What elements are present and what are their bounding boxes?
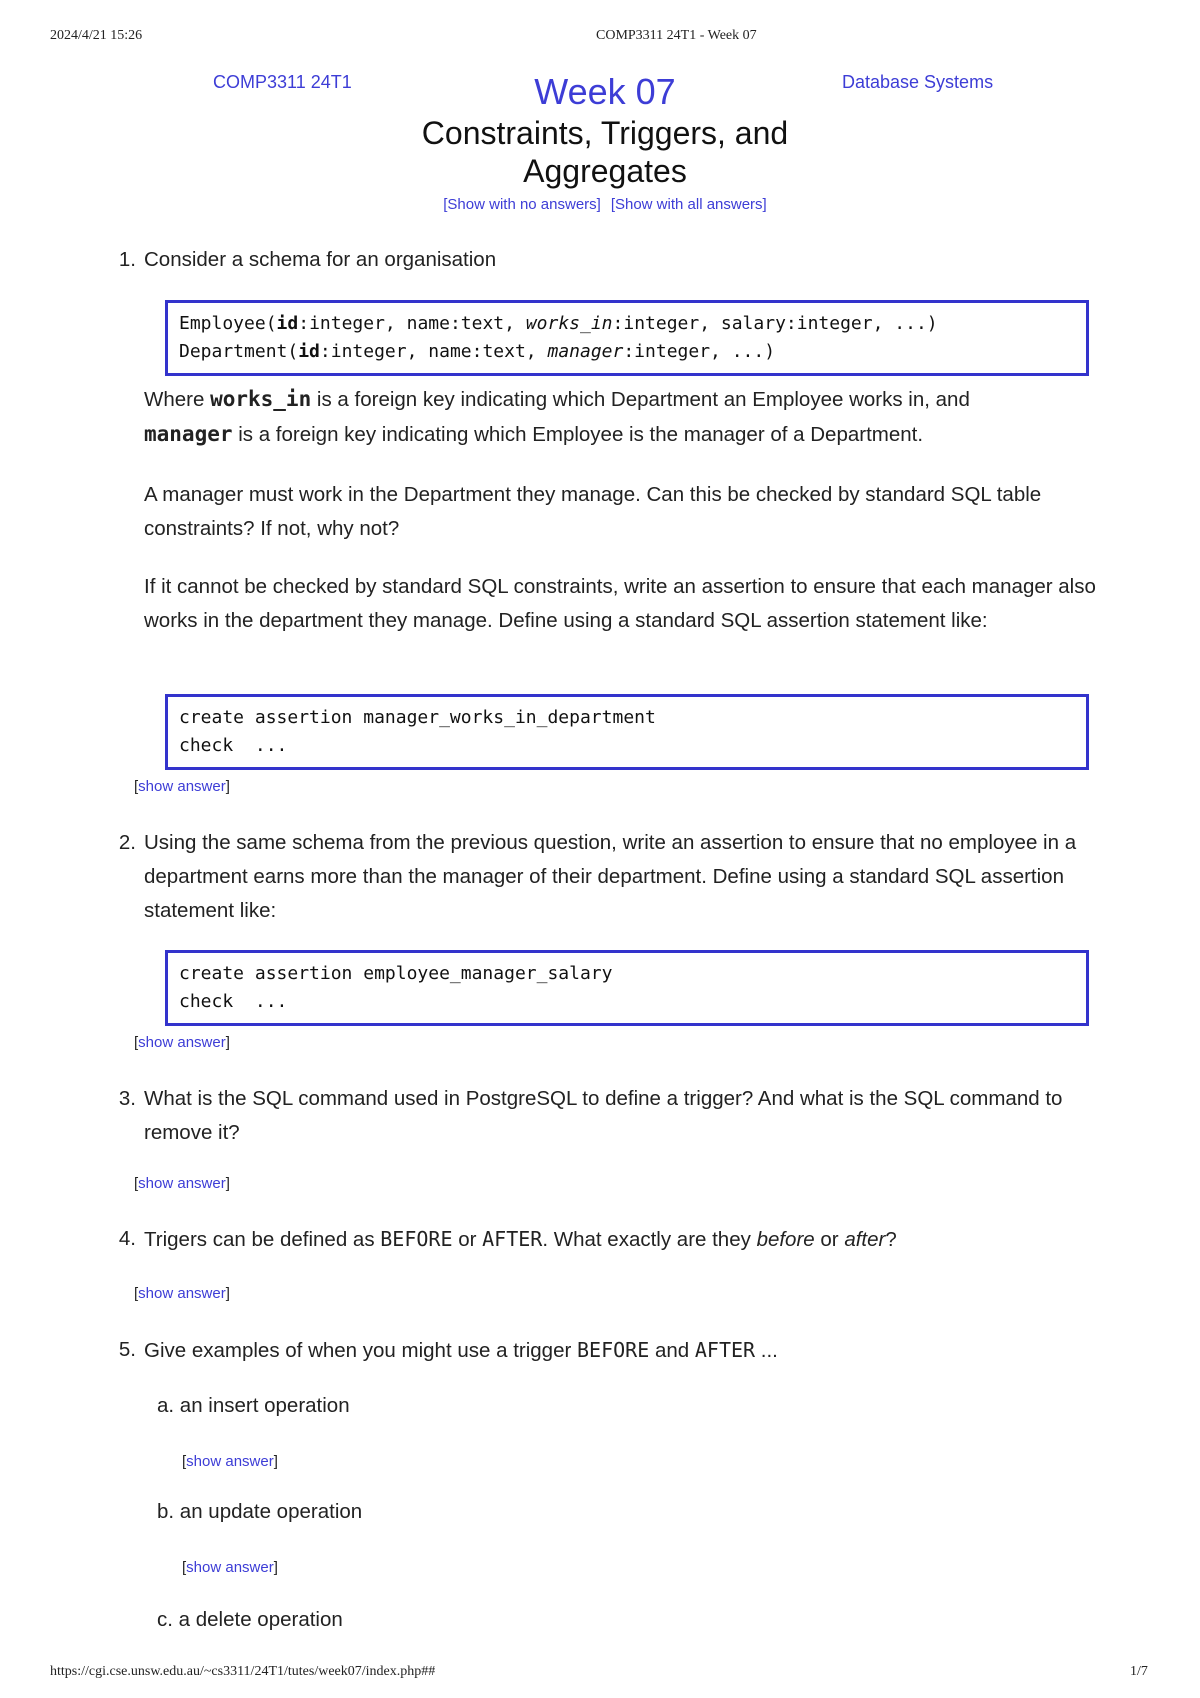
assertion-code-block-2: create assertion employee_manager_salary check ... bbox=[165, 950, 1089, 1026]
week-title: Week 07 bbox=[534, 71, 676, 112]
page-subtitle-line2: Aggregates bbox=[523, 153, 687, 189]
show-answer-link[interactable]: show answer bbox=[186, 1559, 274, 1576]
fk-description: Where works_in is a foreign key indicating which Department an Employee works in, and manager is a foreign key indicating which Employee is the manager of a Department. bbox=[144, 387, 970, 446]
sub-question-a: a. an insert operation bbox=[157, 1394, 350, 1417]
question-2: 2. Using the same schema from the previous question, write an assertion to ensure that no employee in a department earns more than the manager of their department. Define using a standard SQL assertion statement like: bbox=[118, 831, 1077, 922]
show-answer-link[interactable]: show answer bbox=[186, 1453, 274, 1470]
sub-question-c: c. a delete operation bbox=[157, 1608, 343, 1631]
subject-link[interactable]: Database Systems bbox=[842, 72, 994, 92]
page-subtitle-line1: Constraints, Triggers, and bbox=[421, 115, 789, 151]
show-answer-link[interactable]: show answer bbox=[138, 1175, 226, 1192]
sub-question-b: b. an update operation bbox=[157, 1500, 363, 1523]
schema-code-block: Employee(id:integer, name:text, works_in:integer, salary:integer, ...) Department(id:integer, name:text, manager:integer, ...) bbox=[165, 300, 1089, 376]
show-all-answers-link[interactable]: [Show with all answers] bbox=[610, 196, 767, 213]
question-1-explanation bbox=[110, 382, 1110, 452]
answer-toggle-links bbox=[380, 196, 830, 213]
question-number: 1. bbox=[118, 248, 136, 271]
show-answer-q5b: [show answer] bbox=[182, 1559, 278, 1576]
course-link[interactable]: COMP3311 24T1 bbox=[213, 72, 352, 92]
show-no-answers-link[interactable]: [Show with no answers] bbox=[443, 196, 601, 213]
show-answer-q5a: [show answer] bbox=[182, 1453, 278, 1470]
question-3: 3. What is the SQL command used in PostgreSQL to define a trigger? And what is the SQL command to remove it? bbox=[118, 1087, 1063, 1144]
question-4: 4. Trigers can be defined as BEFORE or AFTER. What exactly are they before or after? bbox=[118, 1227, 897, 1251]
question-text: Consider a schema for an organisation bbox=[144, 248, 497, 271]
print-title: COMP3311 24T1 - Week 07 bbox=[596, 28, 757, 43]
print-url: https://cgi.cse.unsw.edu.au/~cs3311/24T1/tutes/week07/index.php## bbox=[50, 1664, 436, 1679]
show-answer-link[interactable]: show answer bbox=[138, 1034, 226, 1051]
question-1 bbox=[110, 243, 1110, 277]
question-1-p3: If it cannot be checked by standard SQL constraints, write an assertion to ensure that each manager also works in the department they manage. Define using a standard SQL assertion statement like: bbox=[144, 575, 1096, 632]
question-1-p2: A manager must work in the Department they manage. Can this be checked by standard SQL table constraints? If not, why not? bbox=[144, 483, 1042, 540]
show-answer-q4: [show answer] bbox=[134, 1285, 230, 1302]
show-answer-link[interactable]: show answer bbox=[138, 778, 226, 795]
show-answer-q1: [show answer] bbox=[134, 778, 230, 795]
page-title-block bbox=[380, 70, 830, 213]
question-5: 5. Give examples of when you might use a trigger BEFORE and AFTER ... bbox=[118, 1338, 778, 1362]
show-answer-q3: [show answer] bbox=[134, 1175, 230, 1192]
print-datetime: 2024/4/21 15:26 bbox=[50, 28, 143, 43]
show-answer-link[interactable]: show answer bbox=[138, 1285, 226, 1302]
assertion-code-block-1: create assertion manager_works_in_department check ... bbox=[165, 694, 1089, 770]
print-page-number: 1/7 bbox=[1130, 1664, 1148, 1679]
show-answer-q2: [show answer] bbox=[134, 1034, 230, 1051]
